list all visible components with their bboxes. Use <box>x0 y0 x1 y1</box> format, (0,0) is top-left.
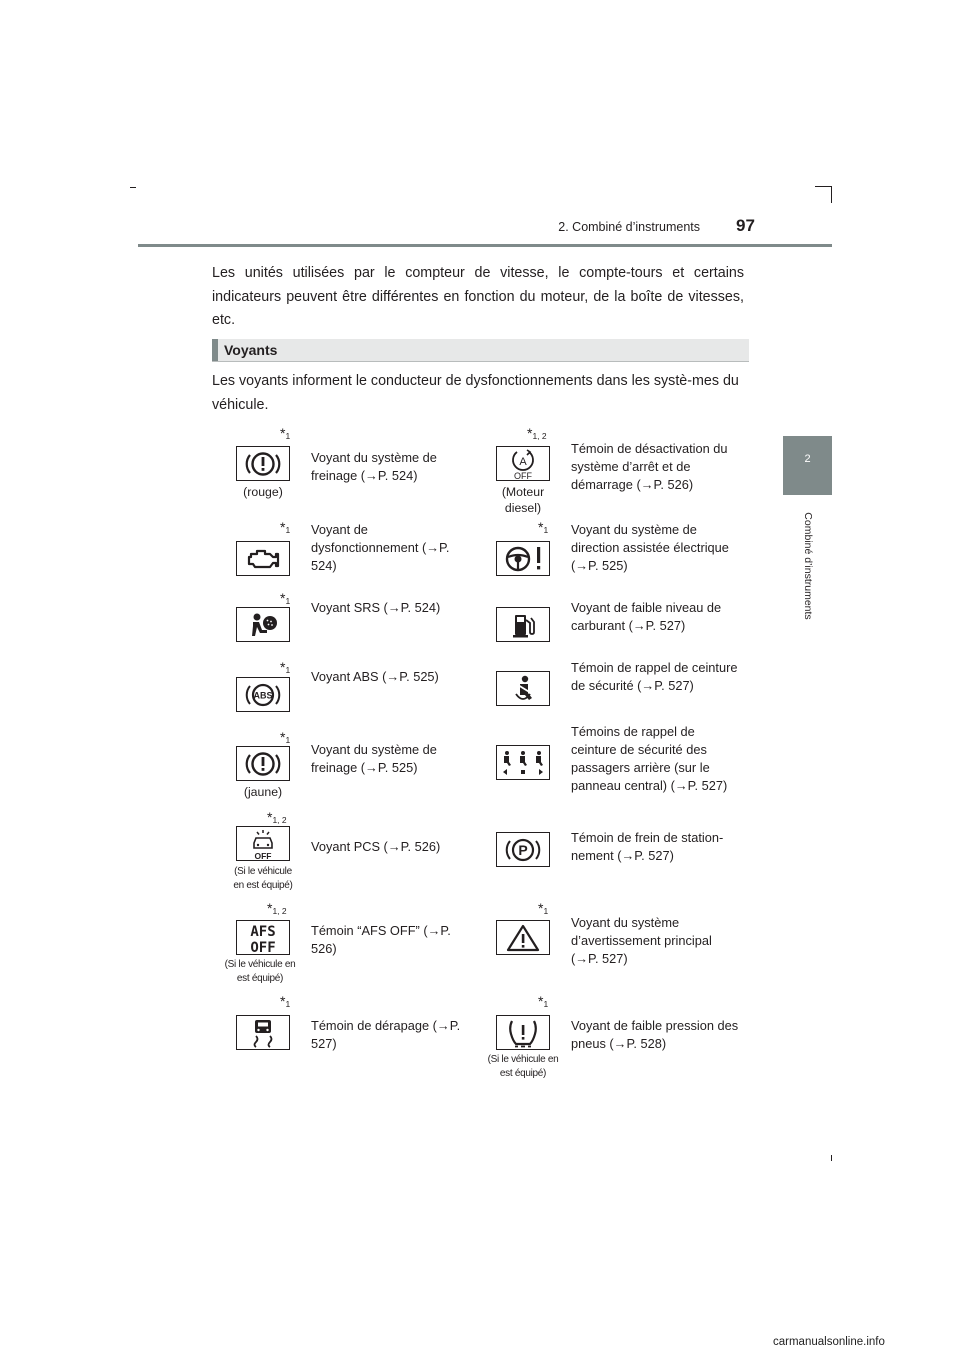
indicator-description: Voyant du système de direction assistée électrique (→P. 525) <box>571 522 729 573</box>
brake-warning-icon <box>236 746 290 781</box>
slip-indicator-icon <box>236 1015 290 1050</box>
footnote-marker: $*_1$ <box>280 993 291 1009</box>
off-label: OFF <box>254 850 272 860</box>
pcs-off-icon <box>236 826 290 861</box>
indicator-description: Voyant ABS (→P. 525) <box>311 669 439 684</box>
tire-pressure-icon <box>496 1015 550 1050</box>
power-steering-icon <box>496 541 550 576</box>
footnote-marker: $*_1$ <box>280 519 291 535</box>
svg-text:A: A <box>519 455 527 468</box>
watermark: carmanualsonline.info <box>773 1336 885 1348</box>
srs-airbag-icon <box>236 607 290 642</box>
abs-icon <box>236 677 290 712</box>
crop-mark <box>130 187 136 188</box>
abs-label: ABS <box>253 690 273 700</box>
crop-mark <box>831 1155 832 1161</box>
footnote-marker: $*_1$ <box>538 993 549 1009</box>
indicator-description: Voyant de faible pression des pneus (→P. 528) <box>571 1018 739 1051</box>
afs-off-label: OFF <box>250 939 276 955</box>
indicator-description: Voyant de faible niveau de carburant (→P. 527) <box>571 600 722 633</box>
footnote-marker: $*_1$ <box>538 519 549 535</box>
parking-brake-icon <box>496 832 550 867</box>
afs-label: AFS <box>250 923 276 940</box>
footnote-marker: $*_1$ <box>280 425 291 441</box>
chapter-label: Combiné d’instruments <box>802 512 814 620</box>
seatbelt-icon <box>496 671 550 706</box>
indicator-description: Témoin de frein de station-nement (→P. 527) <box>571 830 724 863</box>
footnote-marker: $*_1$ <box>538 900 549 916</box>
footnote-marker: $*_1$ <box>280 659 291 675</box>
intro-paragraph: Les unités utilisées par le compteur de vitesse, le compte-tours et certains indicateurs peuvent être différentes en fonction du moteur, de la boîte de vitesses, etc. <box>212 265 744 328</box>
indicator-description: Voyant du système de freinage (→P. 524) <box>311 450 437 483</box>
icon-note: (jaune) <box>243 785 283 799</box>
indicator-description: Témoin de dérapage (→P. 527) <box>311 1018 461 1051</box>
icon-note: (Si le véhicule en est équipé) <box>233 866 293 891</box>
section-description: Les voyants informent le conducteur de dysfonctionnements dans les systè-mes du véhicule. <box>212 373 739 413</box>
crop-mark <box>815 186 832 187</box>
fuel-pump-icon <box>496 607 550 642</box>
icon-note: (Si le véhicule en est équipé) <box>487 1054 559 1079</box>
page-number: 97 <box>736 216 755 235</box>
running-header: 2. Combiné d’instruments <box>558 220 700 234</box>
afs-off-icon <box>236 920 290 955</box>
brake-warning-icon <box>236 446 290 481</box>
footnote-marker: $*_{1, 2}$ <box>267 900 287 916</box>
rear-seatbelt-icon <box>496 745 550 780</box>
indicator-description: Témoin “AFS OFF” (→P. 526) <box>311 923 451 956</box>
section-heading <box>212 339 749 362</box>
indicator-description: Voyant de dysfonctionnement (→P. 524) <box>311 522 450 573</box>
footnote-marker: $*_{1, 2}$ <box>267 809 287 825</box>
chapter-tab[interactable]: 2 <box>783 436 832 495</box>
master-warning-icon <box>496 920 550 955</box>
indicator-description: Témoins de rappel de ceinture de sécurité des passagers arrière (sur le panneau central) (→P. 527) <box>571 724 728 793</box>
indicator-description: Voyant du système de freinage (→P. 525) <box>311 742 437 775</box>
icon-note: (Si le véhicule en est équipé) <box>224 959 296 984</box>
stop-start-off-icon <box>496 446 550 481</box>
section-title: Voyants <box>224 342 278 358</box>
header-rule <box>138 244 832 247</box>
footnote-marker: $*_1$ <box>280 590 291 606</box>
crop-mark <box>831 186 832 203</box>
footnote-marker: $*_1$ <box>280 729 291 745</box>
off-label: OFF <box>514 470 532 480</box>
icon-note: (Moteur diesel) <box>501 485 545 515</box>
indicator-description: Voyant PCS (→P. 526) <box>311 839 441 854</box>
indicator-description: Voyant du système d’avertissement principal (→P. 527) <box>571 915 712 966</box>
indicator-description: Témoin de rappel de ceinture de sécurité (→P. 527) <box>571 660 738 693</box>
icon-note: (rouge) <box>243 485 283 499</box>
section-marker <box>212 339 218 361</box>
parking-label: P <box>518 841 528 858</box>
footnote-marker: $*_{1, 2}$ <box>527 425 547 441</box>
indicator-description: Témoin de désactivation du système d’arrêt et de démarrage (→P. 526) <box>571 441 728 492</box>
indicator-description: Voyant SRS (→P. 524) <box>311 600 441 615</box>
check-engine-icon <box>236 541 290 576</box>
